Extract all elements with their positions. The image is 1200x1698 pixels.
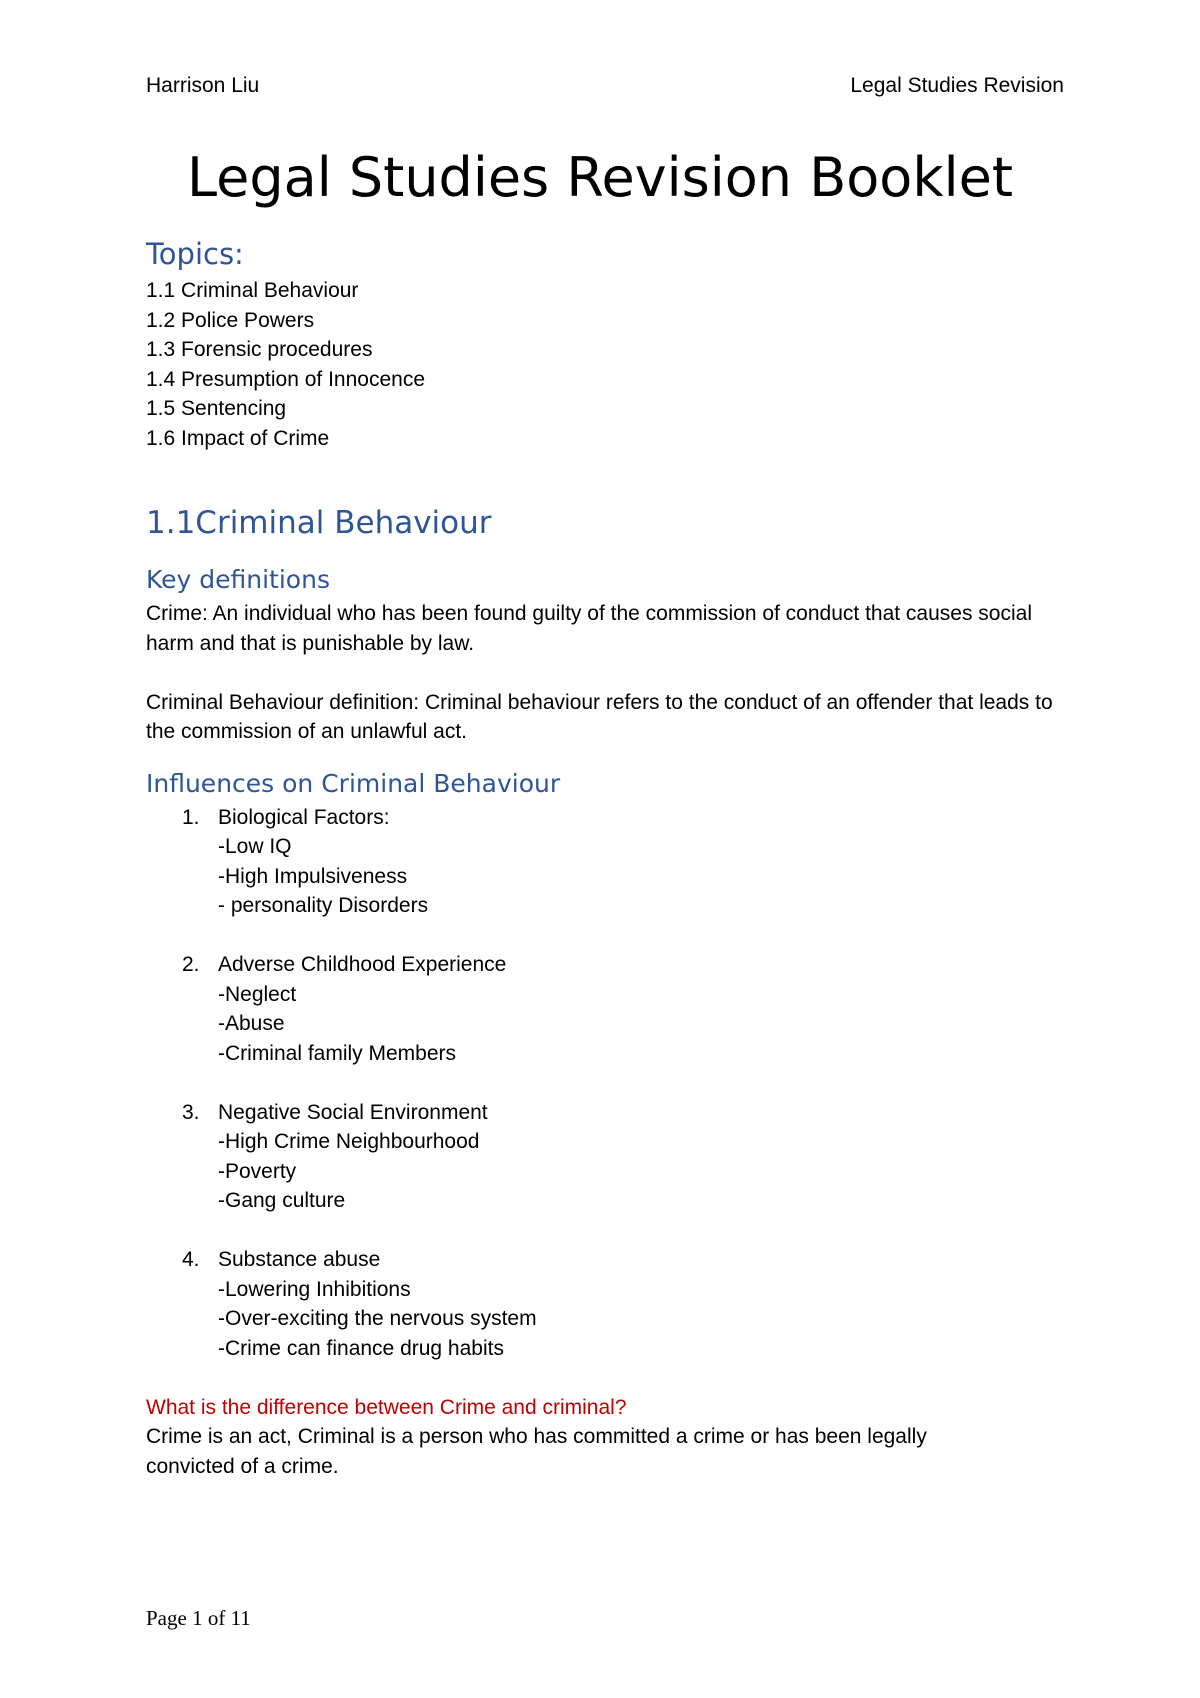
factor-point: -Crime can finance drug habits (218, 1336, 504, 1360)
factor-point: -Neglect (218, 982, 297, 1006)
list-item (146, 1098, 1066, 1216)
factor-point: -Lowering Inhibitions (218, 1277, 411, 1301)
factor-point: -Abuse (218, 1012, 285, 1035)
document-body (146, 234, 1066, 1481)
list-item (146, 950, 1066, 1068)
factor-title: Substance abuse (218, 1248, 381, 1271)
definition-crime: Crime: An individual who has been found guilty of the commission of conduct that causes social harm and that is punishable by law. (146, 602, 1032, 655)
influences-list (146, 803, 1066, 1364)
answer-text: Crime is an act, Criminal is a person who has committed a crime or has been legally convicted of a crime. (146, 1425, 927, 1478)
list-number: 1. (182, 805, 200, 829)
topic-item: 1.3 Forensic procedures (146, 338, 373, 361)
topic-item: 1.1 Criminal Behaviour (146, 279, 359, 302)
factor-point: - personality Disorders (218, 894, 429, 917)
header-author: Harrison Liu (146, 74, 260, 97)
question-text: What is the difference between Crime and criminal? (146, 1395, 627, 1419)
list-number: 3. (182, 1100, 200, 1124)
key-definitions-heading: Key definitions (146, 565, 330, 594)
list-item (146, 1245, 1066, 1363)
topic-item: 1.4 Presumption of Innocence (146, 367, 426, 391)
topics-heading: Topics: (146, 237, 244, 271)
factor-point: -Over-exciting the nervous system (218, 1307, 537, 1330)
factor-point: -Low IQ (218, 835, 292, 858)
header-subject: Legal Studies Revision (850, 74, 1064, 97)
definition-criminal-behaviour: Criminal Behaviour definition: Criminal behaviour refers to the conduct of an offender that leads to the commission of an unlawful act. (146, 690, 1053, 743)
factor-title: Adverse Childhood Experience (218, 953, 507, 976)
factor-point: -High Crime Neighbourhood (218, 1130, 480, 1153)
factor-point: -Poverty (218, 1159, 297, 1183)
factor-point: -High Impulsiveness (218, 864, 408, 888)
topic-item: 1.6 Impact of Crime (146, 426, 330, 450)
list-item (146, 803, 1066, 921)
document-title: Legal Studies Revision Booklet (186, 146, 1013, 209)
topic-item: 1.2 Police Powers (146, 308, 315, 332)
factor-title: Negative Social Environment (218, 1100, 488, 1124)
topic-item: 1.5 Sentencing (146, 397, 287, 420)
topics-list (146, 276, 1066, 453)
factor-point: -Gang culture (218, 1189, 346, 1212)
factor-title: Biological Factors: (218, 805, 390, 829)
influences-heading: Influences on Criminal Behaviour (146, 768, 561, 798)
list-number: 4. (182, 1248, 200, 1271)
factor-point: -Criminal family Members (218, 1041, 457, 1065)
page-number: Page 1 of 11 (146, 1606, 251, 1630)
list-number: 2. (182, 953, 200, 976)
section-heading: 1.1Criminal Behaviour (146, 505, 492, 541)
